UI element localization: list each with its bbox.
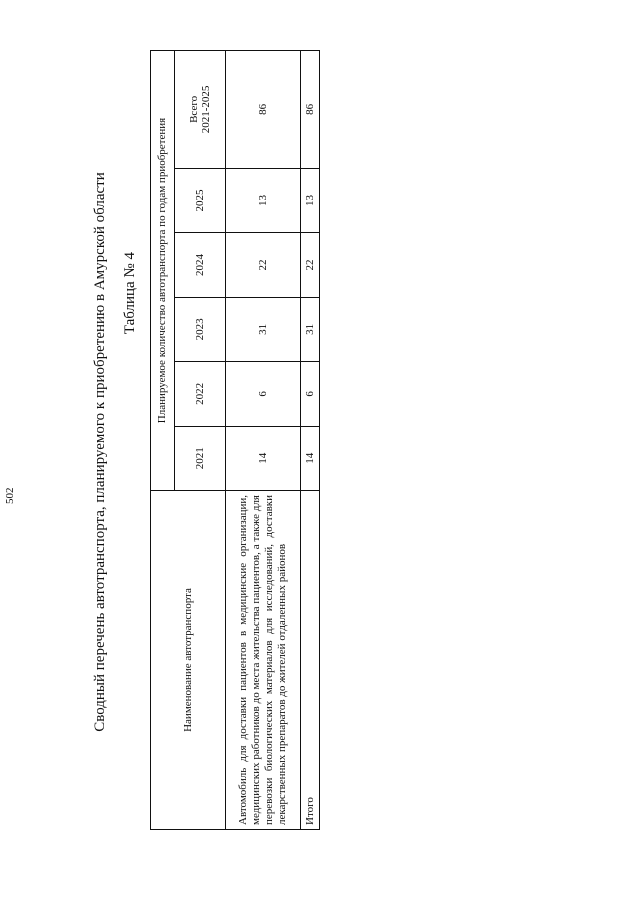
summary-value: 14	[301, 426, 320, 490]
header-year: 2022	[174, 362, 225, 426]
table-row	[226, 51, 301, 830]
value-cell: 13	[226, 168, 301, 232]
header-year: 2023	[174, 297, 225, 361]
vehicle-table	[150, 50, 320, 830]
value-cell: 6	[226, 362, 301, 426]
total-cell: 86	[226, 51, 301, 169]
summary-value: 13	[301, 168, 320, 232]
table-label: Таблица № 4	[122, 252, 138, 335]
summary-value: 31	[301, 297, 320, 361]
summary-total: 86	[301, 51, 320, 169]
header-name: Наименование автотранспорта	[151, 491, 226, 830]
document-title: Сводный перечень автотранспорта, планируемого к приобретению в Амурской области	[92, 172, 108, 732]
summary-value: 6	[301, 362, 320, 426]
summary-value: 22	[301, 233, 320, 297]
value-cell: 22	[226, 233, 301, 297]
vehicle-name: Автомобиль для доставки пациентов в медицинские организации, медицинских работников до места жительства пациентов, а также для перевозки биологических материалов для исследований, доставки лекарственных препаратов до жителей отдаленных районов	[226, 491, 301, 830]
rotated-page	[0, 12, 640, 892]
value-cell: 31	[226, 297, 301, 361]
header-year: 2025	[174, 168, 225, 232]
header-group: Планируемое количество автотранспорта по годам приобретения	[151, 51, 175, 491]
header-year: 2021	[174, 426, 225, 490]
header-total	[174, 51, 225, 169]
header-total-line1: Всего	[187, 95, 200, 123]
summary-row	[301, 51, 320, 830]
header-total-line2: 2021-2025	[199, 85, 212, 134]
value-cell: 14	[226, 426, 301, 490]
summary-label: Итого	[301, 491, 320, 830]
header-year: 2024	[174, 233, 225, 297]
page-number: 502	[4, 487, 16, 504]
